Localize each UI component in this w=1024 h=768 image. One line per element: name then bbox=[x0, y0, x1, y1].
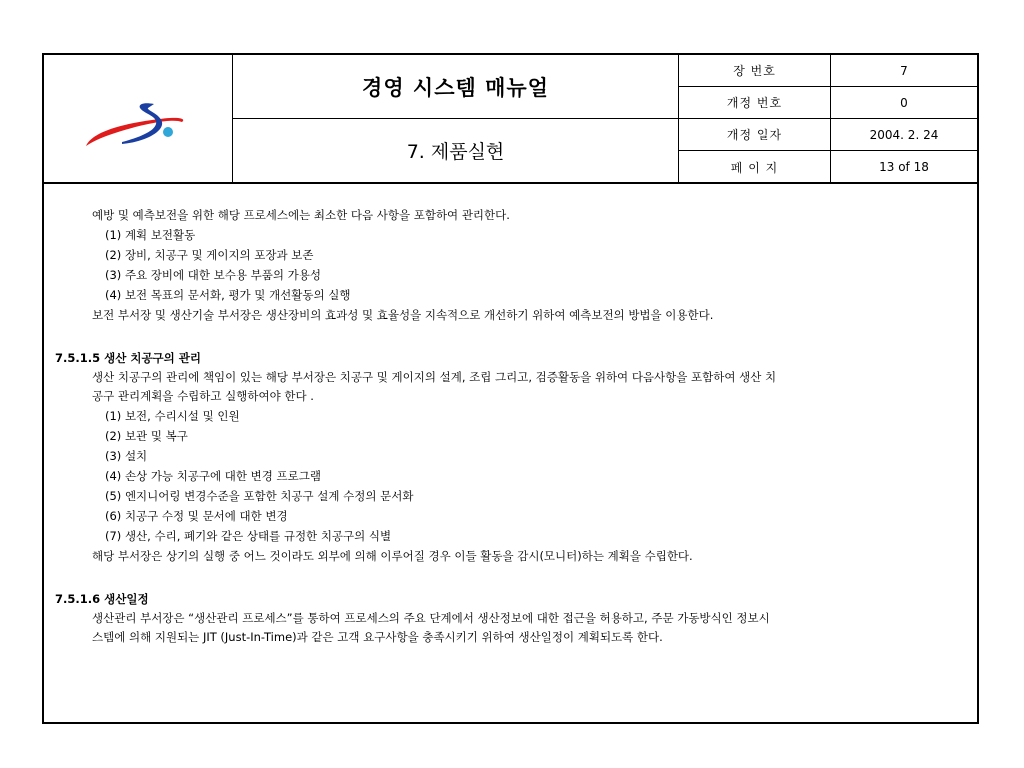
list-item: (5) 엔지니어링 변경수준을 포함한 치공구 설계 수정의 문서화 bbox=[105, 489, 414, 503]
paragraph-text: 보전 부서장 및 생산기술 부서장은 생산장비의 효과성 및 효율성을 지속적으로 개선하기 위하여 예측보전의 방법을 이용한다. bbox=[92, 308, 714, 322]
manual-title: 경영 시스템 매뉴얼 bbox=[233, 55, 678, 119]
meta-row bbox=[679, 119, 977, 151]
chapter-title: 7. 제품실현 bbox=[406, 141, 505, 163]
paragraph-text: 해당 부서장은 상기의 실행 중 어느 것이라도 외부에 의해 이루어질 경우 이들 활동을 감시(모니터)하는 계획을 수립한다. bbox=[92, 549, 693, 563]
meta-row bbox=[679, 87, 977, 119]
paragraph-text: 예방 및 예측보전을 위한 해당 프로세스에는 최소한 다음 사항을 포함하여 관리한다. bbox=[92, 208, 510, 222]
paragraph-text: 생산관리 부서장은 “생산관리 프로세스”를 통하여 프로세스의 주요 단계에서 생산정보에 대한 접근을 허용하고, 주문 가동방식인 정보시 bbox=[92, 611, 770, 625]
paragraph-text: 스템에 의해 지원되는 JIT (Just-In-Time)과 같은 고객 요구사항을 충족시키기 위하여 생산일정이 계획되도록 한다. bbox=[92, 630, 663, 644]
meta-label: 개정 번호 bbox=[679, 87, 831, 118]
meta-label: 개정 일자 bbox=[679, 119, 831, 150]
list-item: (1) 보전, 수리시설 및 인원 bbox=[105, 409, 240, 423]
meta-value: 0 bbox=[900, 95, 908, 110]
list-item: (2) 장비, 치공구 및 게이지의 포장과 보존 bbox=[105, 248, 314, 262]
document-body bbox=[44, 184, 977, 722]
document-frame bbox=[42, 53, 979, 724]
list-item: (1) 계획 보전활동 bbox=[105, 228, 196, 242]
meta-label: 페 이 지 bbox=[679, 151, 831, 183]
logo-cell bbox=[44, 55, 233, 182]
document-header bbox=[44, 55, 977, 184]
document-meta-table bbox=[679, 55, 977, 182]
company-logo bbox=[82, 102, 192, 152]
paragraph-text: 공구 관리계획을 수립하고 실행하여야 한다 . bbox=[92, 389, 314, 403]
title-cell bbox=[233, 55, 679, 182]
list-item: (7) 생산, 수리, 폐기와 같은 상태를 규정한 치공구의 식별 bbox=[105, 529, 392, 543]
section-heading: 7.5.1.6 생산일정 bbox=[55, 592, 149, 606]
meta-row bbox=[679, 151, 977, 183]
meta-value: 7 bbox=[900, 63, 908, 78]
list-item: (4) 손상 가능 치공구에 대한 변경 프로그램 bbox=[105, 469, 321, 483]
meta-value: 13 of 18 bbox=[879, 160, 929, 174]
list-item: (6) 치공구 수정 및 문서에 대한 변경 bbox=[105, 509, 288, 523]
meta-value: 2004. 2. 24 bbox=[869, 127, 939, 142]
list-item: (2) 보관 및 복구 bbox=[105, 429, 188, 443]
meta-row bbox=[679, 55, 977, 87]
list-item: (3) 설치 bbox=[105, 449, 148, 463]
meta-label: 장 번호 bbox=[679, 55, 831, 86]
list-item: (3) 주요 장비에 대한 보수용 부품의 가용성 bbox=[105, 268, 321, 282]
section-heading: 7.5.1.5 생산 치공구의 관리 bbox=[55, 351, 201, 365]
paragraph-text: 생산 치공구의 관리에 책임이 있는 해당 부서장은 치공구 및 게이지의 설계, 조립 그리고, 검증활동을 위하여 다음사항을 포함하여 생산 치 bbox=[92, 370, 777, 384]
list-item: (4) 보전 목표의 문서화, 평가 및 개선활동의 실행 bbox=[105, 288, 351, 302]
